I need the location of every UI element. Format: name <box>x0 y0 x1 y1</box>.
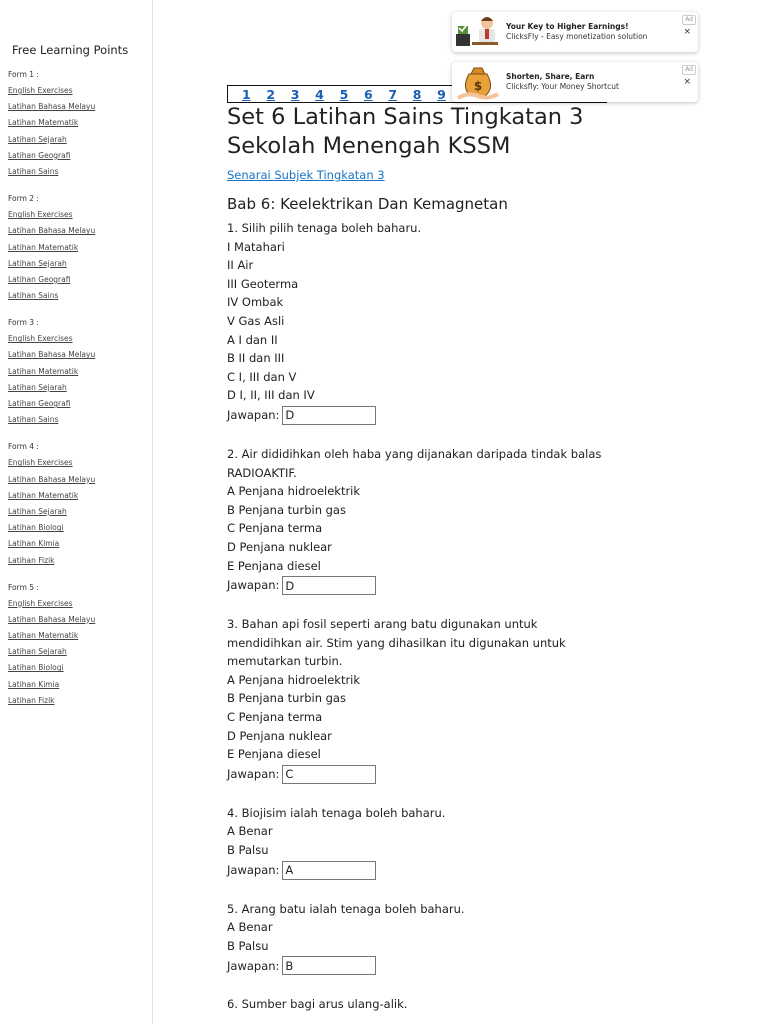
form-label: Form 1 : <box>8 70 39 79</box>
sidebar-link[interactable]: Latihan Bahasa Melayu <box>8 102 96 112</box>
answer-label: Jawapan: <box>227 408 280 423</box>
question-text: 3. Bahan api fosil seperti arang batu digunakan untuk <box>227 617 538 632</box>
sidebar-link[interactable]: Latihan Geografi <box>8 274 71 284</box>
answer-row <box>227 405 617 426</box>
sidebar-link[interactable]: Latihan Fizik <box>8 555 55 565</box>
sidebar-link[interactable]: Latihan Matematik <box>8 242 79 252</box>
form-group <box>8 441 148 570</box>
answer-label: Jawapan: <box>227 958 280 973</box>
question-option: IV Ombak <box>227 295 284 310</box>
ad-subtitle: ClicksFly - Easy monetization solution <box>506 32 648 41</box>
question <box>227 445 617 596</box>
question <box>227 804 617 881</box>
ad-subtitle: Clicksfly: Your Money Shortcut <box>506 82 619 91</box>
question-option: C Penjana terma <box>227 710 323 725</box>
question-text: 2. Air dididihkan oleh haba yang dijanakan daripada tindak balas <box>227 446 602 461</box>
ad-title: Your Key to Higher Earnings! <box>506 22 629 31</box>
question <box>227 615 617 785</box>
question-option: C Penjana terma <box>227 521 323 536</box>
question-option: II Air <box>227 258 254 273</box>
sidebar-link[interactable]: Latihan Matematik <box>8 631 79 641</box>
sidebar-link[interactable]: Latihan Matematik <box>8 118 79 128</box>
sidebar-link[interactable]: Latihan Bahasa Melayu <box>8 614 96 624</box>
question-text: 1. Silih pilih tenaga boleh baharu. <box>227 221 422 235</box>
question-option: B Palsu <box>227 843 269 858</box>
question-option: E Penjana diesel <box>227 747 321 762</box>
ad-banner-shorten[interactable] <box>452 62 698 102</box>
page-link[interactable]: 2 <box>266 87 276 102</box>
sidebar-link[interactable]: English Exercises <box>8 598 73 608</box>
answer-label: Jawapan: <box>227 767 280 782</box>
question-option: I Matahari <box>227 239 285 254</box>
sidebar-link[interactable]: English Exercises <box>8 210 73 220</box>
form-label: Form 5 : <box>8 582 39 592</box>
question-list <box>227 219 617 1033</box>
ad-tag: Ad <box>682 15 696 25</box>
page-link[interactable]: 4 <box>315 87 324 102</box>
question <box>227 995 617 1014</box>
sidebar-link[interactable]: Latihan Sejarah <box>8 506 67 516</box>
sidebar-link[interactable]: Latihan Biologi <box>8 523 64 533</box>
question-option: A Benar <box>227 920 273 935</box>
sidebar-link[interactable]: Latihan Matematik <box>8 366 79 376</box>
form-group <box>8 193 148 306</box>
answer-label: Jawapan: <box>227 862 280 877</box>
answer-row <box>227 764 617 785</box>
question-option: A Penjana hidroelektrik <box>227 484 361 499</box>
answer-row <box>227 575 617 596</box>
form-list <box>8 69 148 722</box>
question-option: B Penjana turbin gas <box>227 502 346 517</box>
page-link[interactable]: 7 <box>388 87 398 102</box>
question-option: memutarkan turbin. <box>227 654 343 669</box>
sidebar-link[interactable]: English Exercises <box>8 86 73 95</box>
form-label: Form 4 : <box>8 442 39 452</box>
question-text: 6. Sumber bagi arus ulang-alik. <box>227 997 408 1012</box>
page-title: Set 6 Latihan Sains Tingkatan 3 Sekolah Menengah KSSM <box>227 104 584 159</box>
answer-input[interactable] <box>282 956 376 975</box>
question-option: D Penjana nuklear <box>227 539 332 554</box>
subject-list-link[interactable]: Senarai Subjek Tingkatan 3 <box>227 168 385 182</box>
answer-input[interactable] <box>282 861 376 880</box>
question-option: B Penjana turbin gas <box>227 691 346 706</box>
page-link[interactable]: 5 <box>339 87 349 102</box>
sidebar-link[interactable]: Latihan Sains <box>8 415 59 425</box>
question-option: B Palsu <box>227 938 269 953</box>
office-worker-icon <box>454 14 500 50</box>
answer-input[interactable] <box>282 765 376 784</box>
close-icon[interactable]: × <box>683 27 691 37</box>
answer-row <box>227 955 617 976</box>
page-link[interactable]: 8 <box>412 87 422 102</box>
ad-banner-earnings[interactable] <box>452 12 698 52</box>
question-option: C I, III dan V <box>227 369 297 384</box>
sidebar-link[interactable]: Latihan Sejarah <box>8 647 67 657</box>
question-option: III Geoterma <box>227 276 299 291</box>
question-option: D Penjana nuklear <box>227 728 332 743</box>
question-option: RADIOAKTIF. <box>227 465 297 480</box>
sidebar-link[interactable]: Latihan Bahasa Melayu <box>8 226 96 236</box>
sidebar-link[interactable]: Latihan Sains <box>8 166 59 176</box>
page-link[interactable]: 6 <box>363 87 373 102</box>
form-label: Form 2 : <box>8 194 39 204</box>
money-bag-icon <box>454 64 500 100</box>
sidebar-link[interactable]: Latihan Kimia <box>8 539 60 549</box>
question-option: mendidihkan air. Stim yang dihasilkan itu digunakan untuk <box>227 635 566 650</box>
svg-text:$: $ <box>473 79 483 93</box>
sidebar <box>0 0 153 1024</box>
sidebar-link[interactable]: English Exercises <box>8 458 73 468</box>
page-link[interactable]: 1 <box>242 87 251 102</box>
chapter-heading: Bab 6: Keelektrikan Dan Kemagnetan <box>227 195 508 213</box>
close-icon[interactable]: × <box>683 77 691 87</box>
ad-title: Shorten, Share, Earn <box>506 72 595 81</box>
sidebar-link[interactable]: Latihan Bahasa Melayu <box>8 350 96 360</box>
question-option: A I dan II <box>227 332 278 347</box>
site-title: Free Learning Points <box>12 43 129 57</box>
sidebar-link[interactable]: Latihan Fizik <box>8 695 55 705</box>
question-option: A Penjana hidroelektrik <box>227 672 361 687</box>
question-text: 4. Biojisim ialah tenaga boleh baharu. <box>227 805 446 820</box>
sidebar-link[interactable]: Latihan Geografi <box>8 399 71 408</box>
form-group <box>8 582 148 711</box>
answer-label: Jawapan: <box>227 578 280 593</box>
answer-input[interactable] <box>282 406 376 425</box>
page-link[interactable]: 9 <box>437 87 446 102</box>
sidebar-link[interactable]: Latihan Matematik <box>8 490 79 500</box>
sidebar-link[interactable]: Latihan Biologi <box>8 663 64 673</box>
question-option: E Penjana diesel <box>227 558 321 573</box>
sidebar-link[interactable]: English Exercises <box>8 334 73 344</box>
ad-tag: Ad <box>682 65 696 75</box>
question-option: B II dan III <box>227 351 285 366</box>
answer-row <box>227 860 617 881</box>
question <box>227 900 617 977</box>
sidebar-link[interactable]: Latihan Sains <box>8 291 59 301</box>
question-text: 5. Arang batu ialah tenaga boleh baharu. <box>227 901 465 916</box>
form-label: Form 3 : <box>8 318 39 328</box>
sidebar-link[interactable]: Latihan Geografi <box>8 150 71 160</box>
sidebar-link[interactable]: Latihan Sejarah <box>8 258 67 268</box>
question <box>227 219 617 426</box>
form-group <box>8 317 148 430</box>
question-option: D I, II, III dan IV <box>227 388 315 403</box>
sidebar-link[interactable]: Latihan Sejarah <box>8 382 67 392</box>
answer-input[interactable] <box>282 576 376 595</box>
page-link[interactable]: 3 <box>290 87 300 102</box>
question-option: A Benar <box>227 824 273 839</box>
sidebar-link[interactable]: Latihan Sejarah <box>8 134 67 144</box>
sidebar-link[interactable]: Latihan Kimia <box>8 679 60 689</box>
sidebar-link[interactable]: Latihan Bahasa Melayu <box>8 474 96 484</box>
question-option: V Gas Asli <box>227 313 285 328</box>
form-group <box>8 69 148 182</box>
